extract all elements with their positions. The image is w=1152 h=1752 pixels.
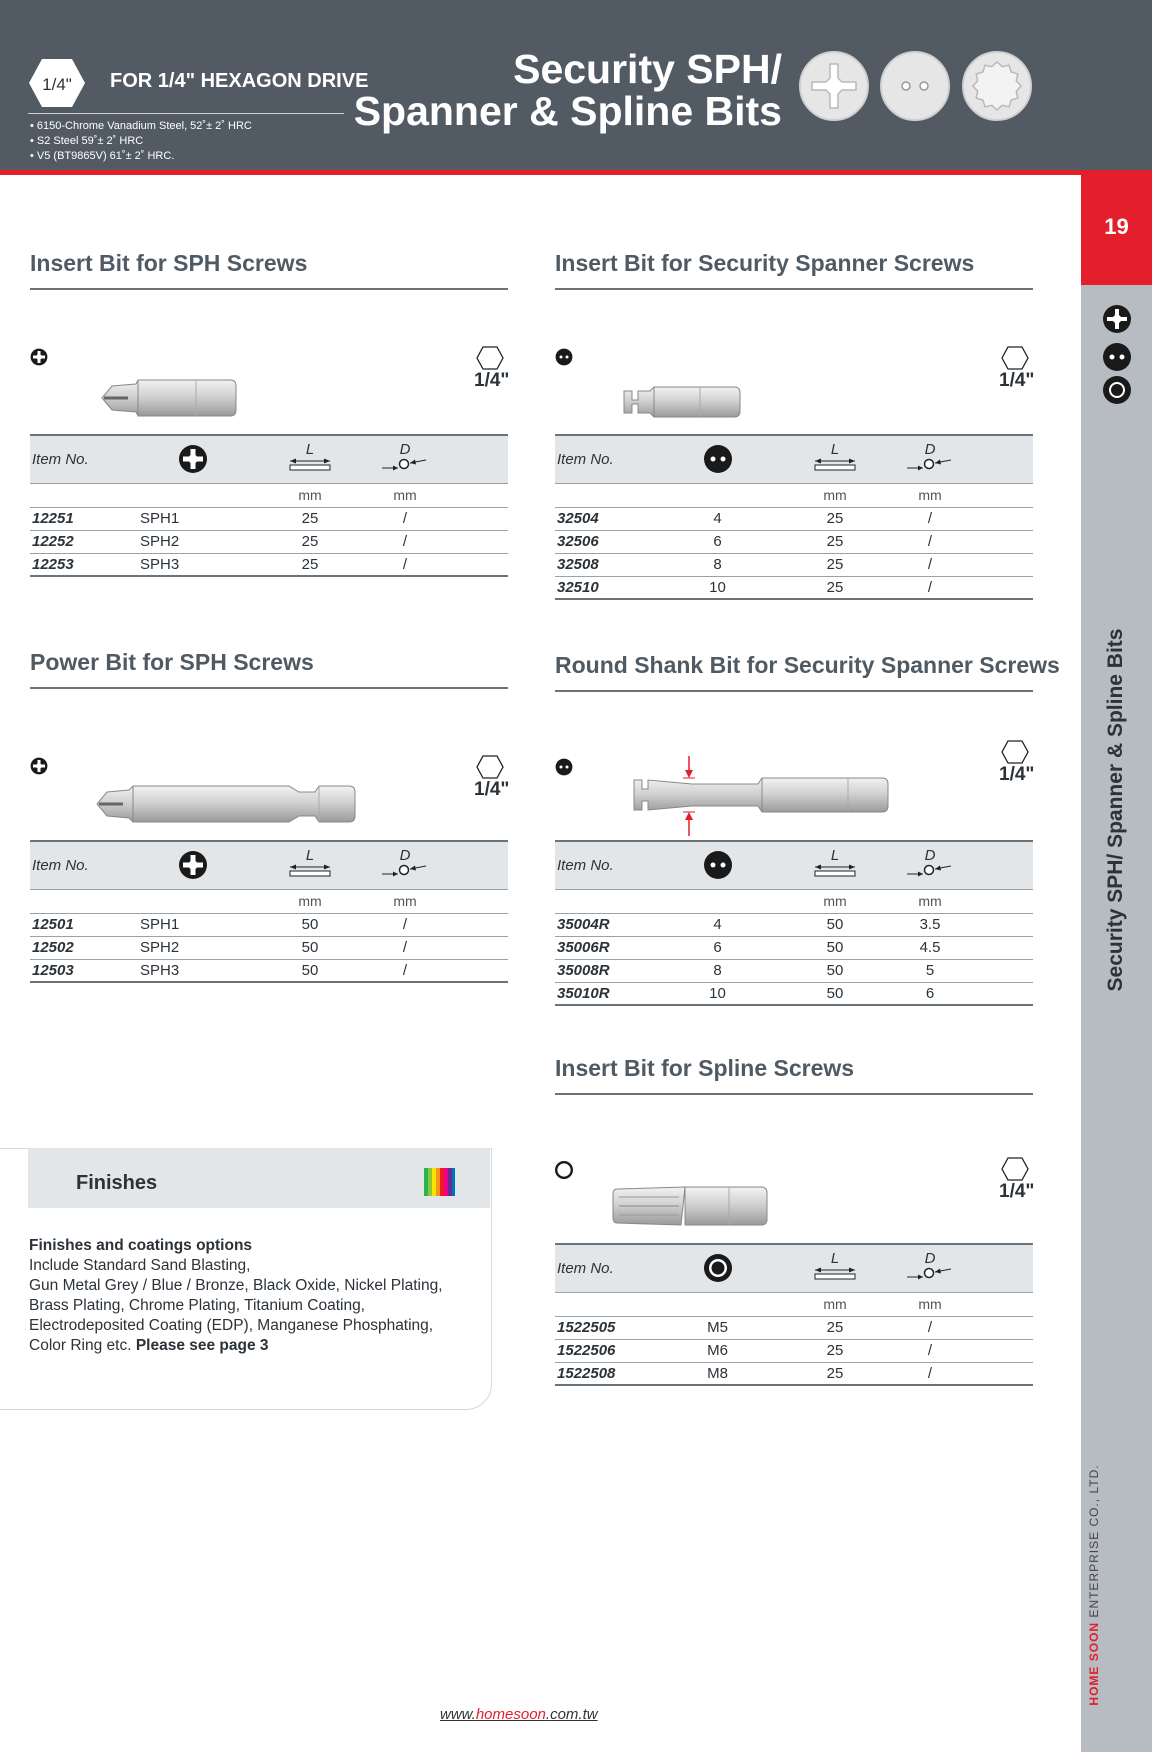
spline-icon — [703, 1253, 733, 1283]
length-cell: 25 — [770, 1316, 900, 1339]
table-unit-row — [555, 483, 1033, 507]
item-number-cell: 12502 — [30, 936, 140, 959]
diameter-cell: / — [900, 1362, 960, 1385]
hexagon-icon — [1001, 740, 1029, 764]
diameter-label: D — [924, 441, 936, 459]
length-header — [770, 1244, 900, 1292]
hex-size-label: 1/4" — [474, 370, 510, 391]
product-section — [555, 250, 1033, 600]
spanner-icon — [555, 348, 573, 366]
hex-size-label: 1/4" — [474, 779, 510, 800]
spanner-icon — [555, 758, 573, 776]
diameter-cell: / — [375, 530, 435, 553]
diameter-label: D — [924, 847, 936, 865]
unit-label: mm — [375, 483, 435, 507]
product-section — [30, 649, 508, 983]
diameter-header — [375, 435, 435, 483]
hexagon-icon — [476, 346, 504, 370]
unit-cell — [140, 889, 245, 913]
hex-size-indicator — [999, 740, 1035, 786]
filler-cell — [435, 936, 508, 959]
table-header-row — [555, 435, 1033, 483]
hex-badge-label: 1/4" — [42, 75, 72, 94]
item-number-cell: 12253 — [30, 553, 140, 576]
length-cell: 25 — [245, 507, 375, 530]
section-title: Insert Bit for SPH Screws — [30, 250, 308, 276]
unit-label: mm — [375, 889, 435, 913]
hex-size-label: 1/4" — [999, 370, 1035, 391]
unit-cell — [30, 483, 140, 507]
hexagon-icon — [1001, 346, 1029, 370]
length-dimension-icon — [288, 863, 332, 877]
section-title: Round Shank Bit for Security Spanner Screws — [555, 652, 1060, 678]
filler-cell — [960, 1316, 1033, 1339]
length-cell: 25 — [770, 553, 900, 576]
table-unit-row — [30, 483, 508, 507]
unit-label: mm — [245, 483, 375, 507]
table-row — [30, 936, 508, 959]
material-spec: • S2 Steel 59˚± 2˚ HRC — [30, 135, 144, 147]
table-row — [555, 576, 1033, 599]
item-number-cell: 32508 — [555, 553, 665, 576]
diameter-cell: 6 — [900, 982, 960, 1005]
size-cell: 4 — [665, 913, 770, 936]
unit-cell — [960, 1292, 1033, 1316]
diameter-header — [375, 841, 435, 889]
table-header-row — [30, 841, 508, 889]
website-prefix: www. — [440, 1706, 476, 1723]
length-dimension-icon — [813, 863, 857, 877]
unit-label: mm — [770, 889, 900, 913]
diameter-cell: 5 — [900, 959, 960, 982]
spanner-icon — [703, 444, 733, 474]
size-cell: M8 — [665, 1362, 770, 1385]
unit-label: mm — [900, 889, 960, 913]
item-no-header: Item No. — [555, 841, 665, 889]
section-title: Insert Bit for Security Spanner Screws — [555, 250, 975, 276]
company-name — [1087, 1464, 1101, 1705]
table-header-row — [555, 841, 1033, 889]
size-cell: 10 — [665, 982, 770, 1005]
size-cell: M6 — [665, 1339, 770, 1362]
table-row — [555, 530, 1033, 553]
item-no-header: Item No. — [555, 1244, 665, 1292]
finishes-page-reference: Please see page 3 — [135, 1337, 269, 1354]
diameter-cell: / — [375, 553, 435, 576]
diameter-cell: / — [375, 507, 435, 530]
filler-cell — [960, 553, 1033, 576]
item-number-cell: 12501 — [30, 913, 140, 936]
table-row — [555, 1316, 1033, 1339]
length-cell: 25 — [770, 1339, 900, 1362]
item-number-cell: 32506 — [555, 530, 665, 553]
finishes-line: Brass Plating, Chrome Plating, Titanium Coating, — [29, 1297, 365, 1314]
diameter-header — [900, 1244, 960, 1292]
item-number-cell: 35004R — [555, 913, 665, 936]
finishes-description — [29, 1236, 469, 1356]
table-row — [555, 553, 1033, 576]
size-header — [140, 435, 245, 483]
diameter-label: D — [399, 441, 411, 459]
length-header — [770, 435, 900, 483]
table-header-row — [555, 1244, 1033, 1292]
hex-size-indicator — [999, 1157, 1035, 1203]
filler-cell — [960, 936, 1033, 959]
size-cell: SPH3 — [140, 553, 245, 576]
drive-divider — [28, 113, 344, 114]
length-cell: 50 — [770, 913, 900, 936]
hexagon-icon — [1001, 1157, 1029, 1181]
length-header — [245, 435, 375, 483]
item-no-header: Item No. — [30, 841, 140, 889]
length-cell: 50 — [245, 959, 375, 982]
length-dimension-icon — [813, 457, 857, 471]
spec-table — [30, 434, 508, 577]
sph-icon — [178, 444, 208, 474]
finishes-heading: Finishes and coatings options — [29, 1237, 253, 1254]
size-cell: 4 — [665, 507, 770, 530]
unit-label: mm — [770, 483, 900, 507]
table-row — [30, 507, 508, 530]
hex-size-indicator — [999, 346, 1035, 392]
sph-icon — [30, 757, 48, 775]
finishes-line: Include Standard Sand Blasting, — [29, 1257, 251, 1274]
length-cell: 25 — [770, 1362, 900, 1385]
filler-cell — [960, 1339, 1033, 1362]
color-swatch-icon — [424, 1168, 455, 1196]
table-header-filler — [960, 1244, 1033, 1292]
length-cell: 50 — [770, 936, 900, 959]
diameter-cell: / — [900, 507, 960, 530]
page-number: 19 — [1104, 214, 1129, 239]
page-title-line-1: Security SPH/ — [513, 46, 782, 92]
spec-table — [555, 840, 1033, 1006]
size-cell: SPH2 — [140, 530, 245, 553]
spline-insert-bit-image — [611, 1183, 771, 1229]
spline-icon — [962, 51, 1032, 121]
table-unit-row — [30, 889, 508, 913]
unit-cell — [665, 1292, 770, 1316]
spec-table — [555, 1243, 1033, 1386]
length-label: L — [830, 1250, 840, 1268]
filler-cell — [435, 959, 508, 982]
filler-cell — [435, 530, 508, 553]
product-illustration — [555, 692, 1033, 840]
product-section — [555, 1055, 1033, 1386]
table-row — [555, 936, 1033, 959]
size-cell: M5 — [665, 1316, 770, 1339]
sph-power-bit-image — [93, 782, 357, 826]
table-row — [30, 553, 508, 576]
product-section — [555, 652, 1060, 1006]
size-cell: SPH3 — [140, 959, 245, 982]
product-section — [30, 250, 508, 577]
item-number-cell: 1522506 — [555, 1339, 665, 1362]
item-number-cell: 12503 — [30, 959, 140, 982]
unit-cell — [555, 483, 665, 507]
length-dimension-icon — [288, 457, 332, 471]
side-band-title: Security SPH/ Spanner & Spline Bits — [1104, 628, 1127, 992]
sph-icon — [178, 850, 208, 880]
spanner-icon — [880, 51, 950, 121]
diameter-cell: / — [375, 913, 435, 936]
table-row — [30, 530, 508, 553]
spanner-round-shank-bit-image — [632, 750, 892, 840]
size-header — [140, 841, 245, 889]
company-brand: HOME SOON — [1087, 1621, 1101, 1706]
spanner-icon — [1102, 342, 1132, 372]
website-suffix: .com.tw — [545, 1706, 598, 1723]
size-cell: 8 — [665, 553, 770, 576]
filler-cell — [960, 959, 1033, 982]
table-row — [30, 959, 508, 982]
unit-cell — [555, 1292, 665, 1316]
section-title: Power Bit for SPH Screws — [30, 649, 314, 675]
finishes-line: Gun Metal Grey / Blue / Bronze, Black Oxide, Nickel Plating, — [29, 1277, 443, 1294]
length-label: L — [830, 441, 840, 459]
length-label: L — [305, 847, 315, 865]
table-row — [30, 913, 508, 936]
spec-table — [555, 434, 1033, 600]
diameter-dimension-icon — [907, 1266, 953, 1280]
material-spec: • 6150-Chrome Vanadium Steel, 52˚± 2˚ HRC — [30, 120, 252, 132]
hex-size-indicator — [474, 755, 510, 801]
product-illustration — [30, 290, 508, 434]
diameter-dimension-icon — [382, 457, 428, 471]
table-row — [555, 507, 1033, 530]
diameter-cell: / — [375, 936, 435, 959]
sph-insert-bit-image — [98, 376, 238, 420]
length-cell: 50 — [245, 936, 375, 959]
diameter-dimension-icon — [907, 457, 953, 471]
diameter-dimension-icon — [907, 863, 953, 877]
diameter-cell: 4.5 — [900, 936, 960, 959]
table-row — [555, 913, 1033, 936]
diameter-label: D — [399, 847, 411, 865]
page-title — [354, 48, 782, 132]
table-row — [555, 1339, 1033, 1362]
spanner-icon — [703, 850, 733, 880]
website-brand: homesoon — [475, 1706, 546, 1723]
diameter-cell: / — [900, 1339, 960, 1362]
sph-icon — [799, 51, 869, 121]
size-header — [665, 1244, 770, 1292]
length-cell: 50 — [245, 913, 375, 936]
table-header-row — [30, 435, 508, 483]
table-header-filler — [435, 435, 508, 483]
spline-icon — [555, 1161, 573, 1179]
item-number-cell: 35008R — [555, 959, 665, 982]
length-cell: 50 — [770, 982, 900, 1005]
product-illustration — [30, 689, 508, 840]
item-no-header: Item No. — [30, 435, 140, 483]
length-header — [770, 841, 900, 889]
length-label: L — [305, 441, 315, 459]
header-accent-line — [0, 170, 1152, 175]
table-row — [555, 1362, 1033, 1385]
hex-size-label: 1/4" — [999, 1181, 1035, 1202]
filler-cell — [435, 507, 508, 530]
unit-label: mm — [900, 1292, 960, 1316]
unit-label: mm — [900, 483, 960, 507]
item-number-cell: 35010R — [555, 982, 665, 1005]
size-cell: 8 — [665, 959, 770, 982]
diameter-label: D — [924, 1250, 936, 1268]
diameter-cell: / — [900, 1316, 960, 1339]
filler-cell — [960, 982, 1033, 1005]
length-cell: 25 — [770, 576, 900, 599]
unit-cell — [665, 483, 770, 507]
finishes-title: Finishes — [76, 1172, 158, 1194]
filler-cell — [960, 576, 1033, 599]
unit-cell — [140, 483, 245, 507]
item-number-cell: 32510 — [555, 576, 665, 599]
drive-label: FOR 1/4" HEXAGON DRIVE — [110, 70, 369, 92]
length-dimension-icon — [813, 1266, 857, 1280]
diameter-header — [900, 435, 960, 483]
item-number-cell: 1522505 — [555, 1316, 665, 1339]
unit-cell — [960, 889, 1033, 913]
length-cell: 50 — [770, 959, 900, 982]
filler-cell — [435, 553, 508, 576]
sph-icon — [1102, 304, 1132, 334]
filler-cell — [960, 530, 1033, 553]
unit-cell — [435, 483, 508, 507]
finishes-line: Color Ring etc. — [29, 1337, 136, 1354]
item-number-cell: 1522508 — [555, 1362, 665, 1385]
sph-icon — [30, 348, 48, 366]
size-cell: 6 — [665, 530, 770, 553]
unit-cell — [30, 889, 140, 913]
page-title-line-2: Spanner & Spline Bits — [353, 88, 782, 134]
spanner-insert-bit-image — [622, 383, 742, 421]
product-illustration — [555, 290, 1033, 434]
diameter-cell: / — [375, 959, 435, 982]
size-cell: 10 — [665, 576, 770, 599]
material-spec: • V5 (BT9865V) 61˚± 2˚ HRC. — [30, 150, 175, 162]
length-header — [245, 841, 375, 889]
size-header — [665, 841, 770, 889]
diameter-cell: / — [900, 576, 960, 599]
item-no-header: Item No. — [555, 435, 665, 483]
diameter-cell: / — [900, 553, 960, 576]
unit-cell — [665, 889, 770, 913]
spline-icon — [1102, 375, 1132, 405]
table-header-filler — [960, 435, 1033, 483]
table-header-filler — [435, 841, 508, 889]
filler-cell — [435, 913, 508, 936]
finishes-line: Electrodeposited Coating (EDP), Manganese Phosphating, — [29, 1317, 434, 1334]
hexagon-icon — [476, 755, 504, 779]
size-cell: SPH1 — [140, 507, 245, 530]
website-link[interactable] — [440, 1706, 598, 1723]
item-number-cell: 12252 — [30, 530, 140, 553]
filler-cell — [960, 507, 1033, 530]
filler-cell — [960, 913, 1033, 936]
length-label: L — [830, 847, 840, 865]
diameter-cell: 3.5 — [900, 913, 960, 936]
unit-cell — [555, 889, 665, 913]
length-cell: 25 — [245, 530, 375, 553]
length-cell: 25 — [245, 553, 375, 576]
unit-label: mm — [245, 889, 375, 913]
item-number-cell: 35006R — [555, 936, 665, 959]
table-row — [555, 982, 1033, 1005]
unit-cell — [960, 483, 1033, 507]
length-cell: 25 — [770, 530, 900, 553]
company-suffix: ENTERPRISE CO., LTD. — [1087, 1464, 1101, 1622]
filler-cell — [960, 1362, 1033, 1385]
hex-drive-badge-icon — [28, 58, 86, 108]
size-header — [665, 435, 770, 483]
product-illustration — [555, 1095, 1033, 1243]
material-spec-list — [30, 119, 252, 164]
diameter-header — [900, 841, 960, 889]
table-unit-row — [555, 889, 1033, 913]
table-row — [555, 959, 1033, 982]
table-header-filler — [960, 841, 1033, 889]
unit-cell — [435, 889, 508, 913]
spec-table — [30, 840, 508, 983]
length-cell: 25 — [770, 507, 900, 530]
unit-label: mm — [770, 1292, 900, 1316]
section-title: Insert Bit for Spline Screws — [555, 1055, 855, 1081]
hex-size-label: 1/4" — [999, 764, 1035, 785]
diameter-dimension-icon — [382, 863, 428, 877]
hex-size-indicator — [474, 346, 510, 392]
item-number-cell: 32504 — [555, 507, 665, 530]
diameter-cell: / — [900, 530, 960, 553]
size-cell: SPH1 — [140, 913, 245, 936]
size-cell: SPH2 — [140, 936, 245, 959]
table-unit-row — [555, 1292, 1033, 1316]
item-number-cell: 12251 — [30, 507, 140, 530]
size-cell: 6 — [665, 936, 770, 959]
